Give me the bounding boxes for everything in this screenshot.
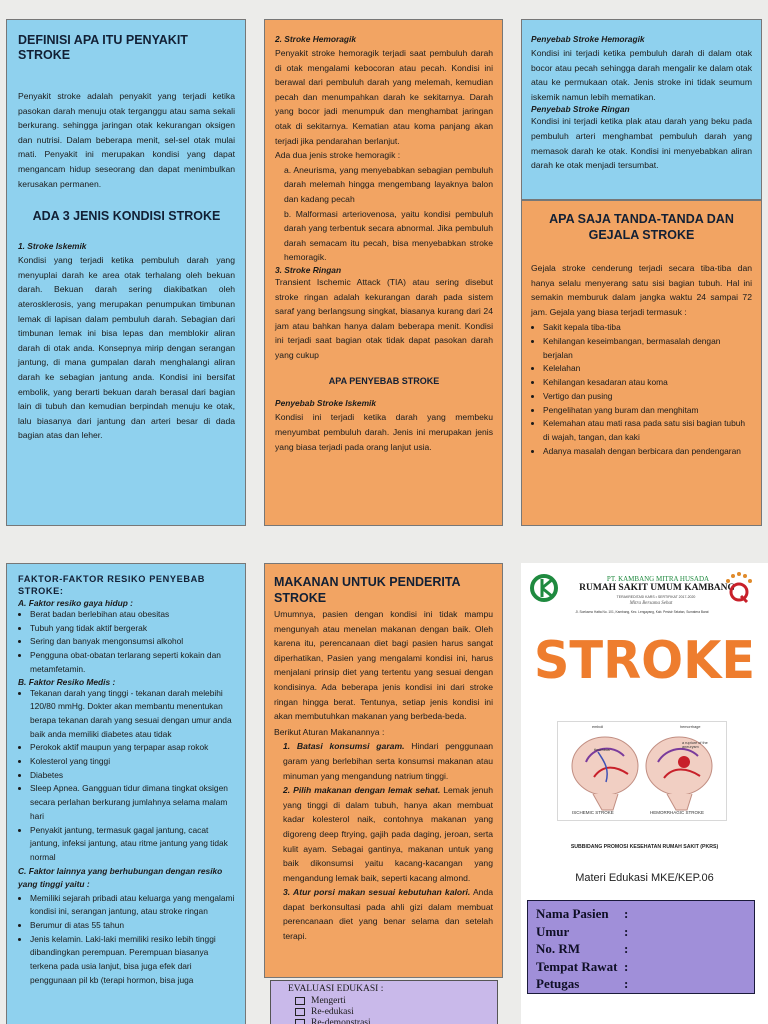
rule-fat-head: 2. Pilih makanan dengan lemak sehat. (283, 785, 441, 796)
panel-definition (6, 19, 246, 526)
lifestyle-risk-item: • Tubuh yang tidak aktif bergerak (30, 622, 237, 636)
checkbox-icon[interactable] (295, 1008, 305, 1016)
medical-risk-item: • Kolesterol yang tinggi (30, 755, 237, 769)
eval-option-label: Re-demonstrasi (311, 1018, 371, 1024)
illustration-note-hemorrhage: hemorrhage (680, 725, 701, 729)
diet-rule-portion (274, 885, 493, 943)
lifestyle-risk-item: • Sering dan banyak mengonsumsi alkohol (30, 635, 237, 649)
rule-portion-body: Anda dapat berkonsultasi pada ahli gizi dalam membuat perencanaan diet yang benar selama dan setelah terapi. (283, 887, 494, 942)
avm-item: b. Malformasi arteriovenosa, yaitu kondisi pembuluh darah yang terbentuk secara abnormal. Jika pembuluh darah semacam itu pecah, bisa menyebabkan stroke hemoragik. (284, 208, 493, 263)
hemorrhagic-text: Penyakit stroke hemoragik terjadi saat pembuluh darah di otak mengalami kebocoran atau pecah. Kondisi ini berawal dari pembuluh darah yang melemah, kemudian pecah dan menumpahkan darah ke sekitarnya. Darah yang bocor jadi menumpuk dan menghambat jaringan otak di sekitarnya. Kematian atau koma panjang akan terjadi jika pendarahan berlanjut. (275, 48, 493, 146)
brain-diagram-icon (558, 722, 726, 820)
symptom-item: • Adanya masalah dengan berbicara dan pendengaran (543, 445, 752, 459)
cover-panel (521, 563, 768, 1024)
patient-form-rows (536, 905, 754, 993)
ischemic-text: Kondisi yang terjadi ketika pembuluh darah yang menyuplai darah ke area otak terhalang oleh bekuan darah. Bekuan darah sering diakibatkan oleh aterosklerosis, yang merupakan penumpukan timbunan lemak di lapisan dalam pembuluh darah. Sebagian dari timbunan lemak ini bisa lepas dan memblokir aliran darah di otak anda. Konsepnya mirip dengan serangan jantung, di mana gumpalan darah menghalangi aliran darah ke sebagian jantung anda. Kondisi ini bersifat embolik, yang berarti bekuan darah berasal dari bagian lain di tubuh dan kemudian berpindah menuju ke otak, lalu biasanya dari jantung dan arteri besar di dada bagian atas dan leher. (18, 255, 235, 441)
hemorrhagic-types-intro: Ada dua jenis stroke hemoragik : (275, 150, 401, 161)
panel-hemorrhagic (264, 19, 503, 526)
hemorrhagic-subheading: 2. Stroke Hemoragik (275, 34, 356, 44)
panel-risk-factors (6, 563, 246, 1024)
mild-stroke-text: Transient Ischemic Attack (TIA) atau sering disebut stroke ringan adalah kekurangan darah pada sistem saraf yang berlangsung singkat, biasanya kurang dari 24 jam atau bahkan hanya dalam beberapa menit. Kondisi ini terjadi saat bagian otak tidak dapat pasokan darah yang cukup (275, 276, 493, 360)
medical-label: B. Faktor Resiko Medis : (18, 676, 116, 687)
symptom-item: • Pengelihatan yang buram dan menghitam (543, 404, 752, 418)
lifestyle-risk-item: • Pengguna obat-obatan terlarang seperti kokain dan metamfetamin. (30, 649, 237, 676)
hospital-name: RUMAH SAKIT UMUM KAMBANG (579, 583, 735, 593)
diet-rule-fat (274, 783, 493, 885)
form-label: Tempat Rawat (536, 958, 618, 974)
eval-option-label: Mengerti (311, 996, 346, 1006)
eval-option-understand[interactable] (288, 996, 497, 1007)
form-row (536, 958, 754, 976)
symptom-item: • Kehilangan kesadaran atau koma (543, 376, 752, 390)
company-name: PT. KAMBANG MITRA HUSADA (606, 575, 710, 583)
ischemic-cause-text: Kondisi ini terjadi ketika darah yang membeku menyumbat pembuluh darah. Jenis ini merupakan jenis yang biasa terjadi pada orang lanjut usia. (275, 412, 493, 452)
symptom-item: • Kehilangan keseimbangan, bermasalah dengan berjalan (543, 335, 752, 362)
mild-cause-subheading: Penyebab Stroke Ringan (531, 104, 630, 115)
form-field[interactable]: : (624, 906, 629, 921)
hemorrhagic-cause-text: Kondisi ini terjadi ketika pembuluh darah di dalam otak bocor atau pecah sehingga darah mengalir ke dalam otak atau ke permukaan otak. Jenis stroke ini tidak seumum iskemik namun lebih mematikan. (531, 48, 752, 102)
eval-option-reeducation[interactable] (288, 1007, 497, 1018)
risk-heading: FAKTOR-FAKTOR RESIKO PENYEBAB STROKE: (18, 574, 206, 596)
form-field[interactable]: : (624, 923, 629, 939)
form-field[interactable]: : (624, 976, 629, 991)
types-heading: ADA 3 JENIS KONDISI STROKE (32, 209, 221, 224)
form-label: No. RM (536, 941, 581, 956)
checkbox-icon[interactable] (295, 997, 305, 1005)
hospital-logo (529, 573, 561, 603)
illustration-note-thrombus: thrombus (594, 748, 610, 752)
diet-rule-salt (274, 739, 493, 783)
lifestyle-label: A. Faktor resiko gaya hidup : (18, 598, 133, 608)
medical-risk-item: • Diabetes (30, 769, 237, 783)
ischemic-label: ISCHEMIC STROKE (572, 810, 614, 815)
subdivision-label: SUBBIDANG PROMOSI KESEHATAN RUMAH SAKIT (PKRS) (570, 844, 719, 850)
other-list (18, 892, 237, 988)
symptom-item: • Kelelahan (543, 362, 752, 376)
medical-risk-item: • Penyakit jantung, termasuk gagal jantung, cacat jantung, infeksi jantung, atau ritme jantung yang tidak normal (30, 824, 237, 865)
logo-icon (529, 573, 561, 603)
lifestyle-risk-item: • Berat badan berlebihan atau obesitas (30, 608, 237, 622)
form-label: Petugas (536, 976, 580, 991)
patient-info-form (527, 900, 755, 994)
diet-rules-intro: Berikut Aturan Makanannya : (274, 726, 385, 737)
star-badge-icon (725, 572, 753, 606)
panel-causes (521, 19, 762, 200)
medical-list (18, 687, 237, 865)
form-row (536, 905, 754, 923)
form-label: Umur (536, 923, 570, 939)
eval-option-redemonstration[interactable] (288, 1018, 497, 1024)
form-field[interactable]: : (624, 958, 629, 974)
symptom-list (531, 321, 752, 458)
form-row (536, 923, 754, 941)
accreditation-text: TERAKREDITASI KARS • SERTIFIKAT 2017-2020 (616, 595, 696, 599)
lifestyle-list (18, 608, 237, 677)
symptoms-heading: APA SAJA TANDA-TANDA DAN GEJALA STROKE (549, 212, 734, 242)
form-row (536, 940, 754, 958)
materi-code: Materi Edukasi MKE/KEP.06 (575, 872, 714, 884)
cause-heading: APA PENYEBAB STROKE (328, 376, 440, 387)
panel-symptoms (521, 200, 762, 526)
illustration-note-aneurysm: a rupture of the aneurysm (682, 741, 708, 749)
other-risk-item: • Berumur di atas 55 tahun (30, 919, 237, 933)
hospital-address: Jl. Soekarno Hatta No. 101, Kambang, Kec. Lengayang, Kab. Pesisir Selatan, Sumatera Barat (575, 610, 709, 614)
medical-risk-item: • Tekanan darah yang tinggi - tekanan darah melebihi 120/80 mmHg. Dokter akan membantu menentukan berapa tekanan darah yang sesuai dengan umur anda baik anda memiliki diabetes atau tidak (30, 687, 237, 742)
checkbox-icon[interactable] (295, 1019, 305, 1024)
diet-intro: Umumnya, pasien dengan kondisi ini tidak mampu mengunyah atau menelan makanan dengan baik. Oleh karena itu, perencanaan diet bagi pasien harus sangat diperhatikan, Pasien yang mengalami kondisi ini, harus menjalani prinsip diet yang tertentu yang sesuai dengan kondisinya. Ada beberapa jenis kondisi ini dari stroke ringan hingga berat. Tentunya, setiap jenis kondisi ini akan membutuhkan makanan yang berbeda-beda. (274, 609, 493, 722)
form-row (536, 975, 754, 993)
mild-stroke-subheading: 3. Stroke Ringan (275, 264, 342, 275)
rule-portion-head: 3. Atur porsi makan sesuai kebutuhan kalori. (283, 887, 471, 898)
other-label: C. Faktor lainnya yang berhubungan dengan resiko yang tinggi yaitu : (18, 865, 223, 890)
definition-text: Penyakit stroke adalah penyakit yang terjadi ketika pasokan darah menuju otak terganggu atau sama sekali berkurang. sehingga jaringan otak kekurangan oksigen dan nutrisi. Dalam beberapa menit, sel-sel otak mulai mati. Penyakit ini merupakan kondisi yang dapat mengancam hidup seseorang dan dapat menimbulkan kerusakan permanen. (18, 91, 235, 189)
other-risk-item: • Memiliki sejarah pribadi atau keluarga yang mengalami kondisi ini, serangan jantung, atau stroke ringan (30, 892, 237, 919)
evaluation-box (270, 980, 498, 1024)
hemorrhagic-label: HEMORRHAGIC STROKE (650, 810, 705, 815)
ischemic-cause-subheading: Penyebab Stroke Iskemik (275, 398, 377, 409)
evaluation-title: EVALUASI EDUKASI : (288, 984, 384, 994)
medical-risk-item: • Sleep Apnea. Gangguan tidur dimana tingkat oksigen secara perlahan berkurang jumlahnya selama malam hari (30, 782, 237, 823)
rule-fat-body: Lemak jenuh yang tinggi di dalam tubuh, hanya akan membuat kadar kolesterol naik, contohnya makanan yang digoreng deep ftrying, gajih pada daging, jeroan, serta kulit ayam. Sebagai gantinya, makanan untuk yang baik dikonsumsi yaitu kacang-kacangan yang mengandung lemak baik, seperti kacang almond. (283, 785, 493, 883)
medical-risk-item: • Perokok aktif maupun yang terpapar asap rokok (30, 741, 237, 755)
other-risk-item: • Jenis kelamin. Laki-laki memiliki resiko lebih tinggi dibandingkan perempuan. Perempuan biasanya terkena pada usia lanjut, bisa juga efek dari penggunaan pil kb (terapi hormon, bisa juga (30, 933, 237, 988)
panel-diet (264, 563, 503, 978)
definition-heading: DEFINISI APA ITU PENYAKIT STROKE (18, 33, 188, 62)
symptom-item: • Vertigo dan pusing (543, 390, 752, 404)
aneurysm-item: a. Aneurisma, yang menyebabkan sebagian pembuluh darah melemah hingga mengembang layaknya balon dan kadang pecah (284, 164, 493, 204)
form-label: Nama Pasien (536, 906, 609, 921)
symptom-item: • Kelemahan atau mati rasa pada satu sisi bagian tubuh di wajah, tangan, dan kaki (543, 417, 752, 444)
stroke-illustration (557, 721, 727, 821)
hospital-tagline: Mitra Bersama Sehat (629, 601, 673, 606)
form-field[interactable]: : (624, 941, 629, 956)
rule-salt-body: Hindari penggunaan garam yang berlebihan serta konsumsi makanan atau minuman yang mengandung natrium tinggi. (283, 741, 494, 781)
eval-option-label: Re-edukasi (311, 1007, 354, 1017)
symptom-item: • Sakit kepala tiba-tiba (543, 321, 752, 335)
illustration-note-emboli: emboli (592, 725, 604, 729)
hemorrhagic-cause-subheading: Penyebab Stroke Hemoragik (531, 34, 645, 44)
rule-salt-head: 1. Batasi konsumsi garam. (283, 741, 405, 752)
mild-cause-text: Kondisi ini terjadi ketika plak atau darah yang beku pada pembuluh arteri menghambat pembuluh darah yang memasok darah ke otak. Kondisi ini menyebabkan aliran darah ke otak menjadi tersumbat. (531, 116, 752, 171)
accreditation-emblem (725, 572, 753, 606)
diet-heading: MAKANAN UNTUK PENDERITA STROKE (274, 575, 461, 605)
ischemic-subheading: 1. Stroke Iskemik (18, 241, 87, 252)
symptoms-intro: Gejala stroke cenderung terjadi secara tiba-tiba dan hanya selalu menyerang satu sisi bagian tubuh. Hal ini semakin memburuk dalam jangka waktu 24 sampai 72 jam. Gejala yang biasa terjadi termasuk : (531, 263, 752, 317)
cover-title: STROKE (533, 631, 756, 691)
